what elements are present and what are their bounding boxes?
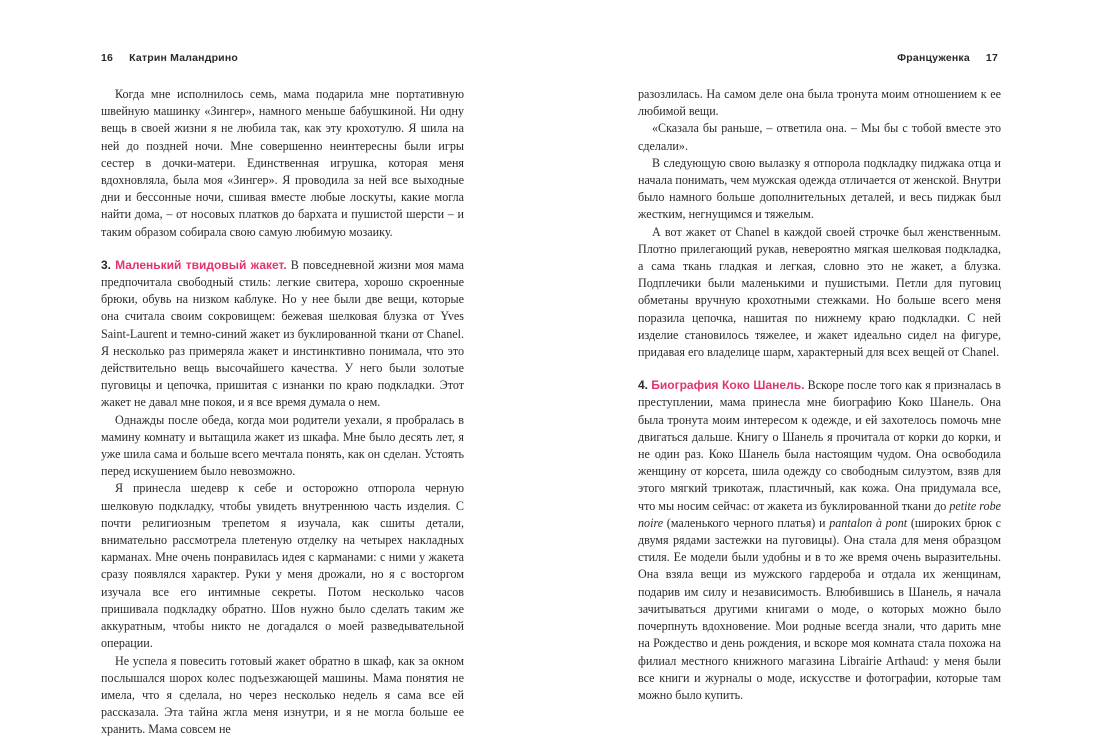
- paragraph: Я принесла шедевр к себе и осторожно отпорола черную шелковую подкладку, чтобы увидеть внутреннюю часть изделия. С почти религиозным трепетом я изучала, как сшиты детали, внимательно рассмотрела плетеную отделку на четырех накладных карманах. Мне очень понравилась идея с карманами: с ними у жакета сразу появлялся характер. Руки у меня дрожали, но я с восторгом изучала все его интимные секреты. Потом несколько часов пришивала подкладку обратно. Шов нужно было сделать таким же аккуратным, чтобы никто не догадался о моей разведывательной операции.: [101, 481, 464, 651]
- section-text: (широких брюк с двумя рядами застежки на пуговицы). Она стала для меня образцом стиля. Ее модели были удобны и в то же время очень выразительны. Она взяла вещи из мужского гардероба и отдала их женщинам, подарив им силу и независимость. Влюбившись в Шанель, я начала зачитываться другими книгами о моде, о которых можно было почерпнуть вдохновение. Мои родные всегда знали, что дарить мне на Рождество и день рождения, и вскоре моя комната стала похожа на филиал местного книжного магазина Librairie Arthaud: у меня были все книги и журналы о моде, искусстве и фотографии, которые там можно было купить.: [638, 515, 1001, 702]
- left-text-column: [101, 86, 464, 739]
- left-page-number: 16: [101, 52, 114, 64]
- left-page: [0, 0, 550, 737]
- section-number: 4.: [638, 378, 649, 393]
- section-text: В повседневной жизни моя мама предпочитала свободный стиль: легкие свитера, хорошо скроенные брюки, обувь на низком каблуке. Но у нее были две вещи, которые она считала своим сокровищем: бежевая шелковая блузка от Yves Saint-Laurent и темно-синий жакет из буклированной ткани от Chanel. Я несколько раз примеряла жакет и инстинктивно понимала, что это действительно вещь высочайшего качества. У него были золотые пуговицы и цепочка, пришитая с изнанки по краю подкладки. Этот жакет не давал мне покоя, и я все время думала о нем.: [101, 257, 464, 410]
- section-title: Биография Коко Шанель.: [651, 378, 805, 393]
- right-page: [550, 0, 1100, 702]
- paragraph: А вот жакет от Chanel в каждой своей строчке был женственным. Плотно прилегающий рукав, невероятно мягкая шелковая подкладка, а сама ткань гладкая и легкая, словно это не жакет, а блузка. Подплечики были маленькими и пушистыми. Петли для пуговиц обметаны вручную крохотными стежками. Но больше всего меня поразила цепочка, нашитая по нижнему краю подкладки. С ней изделие становилось тяжелее, и жакет идеально сидел на фигуре, придавая его владелице шарм, характерный для всех вещей от Chanel.: [638, 224, 1001, 360]
- italic-term: petite robe noire: [638, 498, 1001, 530]
- right-running-head-title: Француженка: [897, 52, 970, 64]
- paragraph: В следующую свою вылазку я отпорола подкладку пиджака отца и начала понимать, чем мужская одежда отличается от женской. Внутри было намного больше дополнительных деталей, и весь пиджак был жестким, негнущимся и тяжелым.: [638, 155, 1001, 222]
- right-running-head: [897, 52, 998, 64]
- paragraph: Однажды после обеда, когда мои родители уехали, я пробралась в мамину комнату и вытащила жакет из шкафа. Мне было десять лет, я уже шила сама и больше всего мечтала понять, как он сделан. Устоять перед искушением было невозможно.: [101, 412, 464, 479]
- paragraph: «Сказала бы раньше, – ответила она. – Мы бы с тобой вместе это сделали».: [638, 121, 1001, 153]
- right-page-number: 17: [985, 52, 998, 64]
- section-title: Маленький твидовый жакет.: [115, 257, 287, 272]
- paragraph: разозлилась. На самом деле она была тронута моим отношением к ее любимой вещи.: [638, 87, 1001, 119]
- section-text: Вскоре после того как я призналась в преступлении, мама принесла мне биографию Коко Шанель. Она была тронута моим интересом к одежде, и ей захотелось помочь мне двигаться дальше. Книгу о Шанель я прочитала от корки до корки, и не один раз. Коко Шанель была настоящим чудом. Она освободила женщину от корсета, шила одежду со свободным силуэтом, взяв для этого мягкий трикотаж, пластичный, как кожа. Она придумала все, что мы носим сейчас: от жакета из буклированной ткани до: [638, 378, 1001, 513]
- italic-term: pantalon à pont: [829, 515, 908, 530]
- section-text: (маленького черного платья) и: [663, 515, 830, 530]
- right-text-column: [638, 86, 1001, 704]
- paragraph: Когда мне исполнилось семь, мама подарила мне портативную швейную машинку «Зингер», намного меньше бабушкиной. Ни одну вещь в своей жизни я не любила так, как эту крохотулю. Я шила на ней до поздней ночи. Мне совершенно неинтересны были игры сестер в дочки-матери. Единственная игрушка, которая меня вдохновляла, была моя «Зингер». Я проводила за ней все выходные дни и бессонные ночи, сшивая вместе любые лоскуты, какие могла найти дома, – от носовых платков до бархата и пушистой шерсти – и таким образом собирала свою самую любимую мозаику.: [101, 87, 464, 239]
- section-number: 3.: [101, 257, 112, 272]
- section-4-paragraph: [638, 377, 1001, 704]
- left-running-head: [101, 52, 238, 64]
- left-running-head-title: Катрин Маландрино: [129, 52, 238, 64]
- section-3-paragraph: [101, 257, 464, 412]
- paragraph: Не успела я повесить готовый жакет обратно в шкаф, как за окном послышался шорох колес подъезжающей машины. Мама понятия не имела, что я сделала, но через несколько недель я сама все ей рассказала. Эта тайна жгла меня изнутри, и я не могла больше ее хранить. Мама совсем не: [101, 653, 464, 737]
